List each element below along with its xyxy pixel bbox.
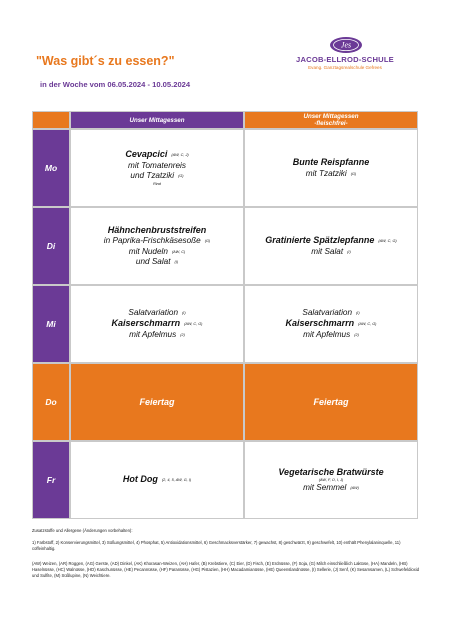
day-label: Fr [46,475,56,485]
meal-cell-vegetarian [244,285,418,363]
meal-text: Salatvariation [302,307,352,317]
page-title: "Was gibt´s zu essen?" [36,54,175,68]
meal-text: Feiertag [313,396,349,407]
meal-text: mit Nudeln [128,246,168,256]
meal-line [306,169,356,180]
allergen-code: (2) [180,332,185,337]
allergen-code: (AW, C) [171,249,186,254]
day-label-cell [32,285,70,363]
day-label: Di [46,241,56,251]
meal-line [313,397,348,408]
school-logo [290,36,400,76]
meal-line [303,330,359,341]
allergen-code: (AW, C, G) [184,322,203,327]
meal-cell-menu [70,207,244,285]
meal-text: Gratinierte Spätzlepfanne [265,235,375,245]
column-header-menu-label: Unser Mittagessen [129,116,185,124]
day-label-cell [32,441,70,519]
allergen-code: (I) [347,249,351,254]
meal-text: und Tzatziki [130,171,175,181]
meal-line [130,171,183,182]
meal-line [129,330,185,341]
meal-text: Hot Dog [122,474,158,485]
meal-line [108,225,207,237]
meal-text: mit Tomatenreis [128,160,186,170]
column-header-vegetarian-label: Unser Mittagessen [303,113,359,120]
meal-line [128,308,185,319]
meal-line [128,161,186,172]
meal-line [265,235,396,247]
meal-line: (AW, F, O, I, J) [318,478,344,482]
meal-text: Kaiserschmarrn [285,318,355,329]
meal-text: in Paprika-Frischkäsesoße [103,236,201,245]
meal-cell-vegetarian [244,207,418,285]
day-label-cell [32,363,70,441]
meal-line [136,257,178,268]
meal-text: Feiertag [139,396,175,407]
meal-cell-vegetarian [244,129,418,207]
column-header-menu [70,111,244,129]
day-label: Do [45,397,57,407]
school-name: JACOB-ELLROD-SCHULE [296,55,394,64]
allergens-list: (AW) Weizen, (AR) Roggen, (AG) Gerste, (AD) Dinkel, (AK) Khorasan-Weizen, (AH) Hafer, (B) Krebstiere, (C) Eier, (D) Fisch, (E) Erdnüsse, (F) Soja, (G) Milch einschließlich Laktose, (HA) Mandeln, (HB) Haselnüsse, (HC) Walnüsse, (HD) Kaschunüsse, (HE) Pecannüsse, (HF) Paranüsse, (HG) Pistazien, (HH) Macadamianüsse, (HE) Queenslandnüsse, (I) Sellerie, (J) Senf, (K) Sesamsamen, (L) Schwefeldioxid und Sulfite, (M) Süßlupine, (N) Weichtiere. [32,561,420,578]
table-corner [32,111,70,129]
meal-line [302,308,359,319]
meal-text: mit Semmel [303,483,347,492]
school-subtitle: Evang. Ganztagsrealschule Gefrees [308,65,382,70]
meal-line [278,467,383,479]
allergen-code: (I) [182,310,186,315]
allergen-code: (G) [204,239,211,243]
day-label: Mo [44,163,58,173]
meal-line [311,247,350,258]
meal-cell-vegetarian [244,441,418,519]
meal-text: mit Apfelmus [129,329,177,339]
meal-line [125,149,188,161]
meal-cell-vegetarian [244,363,418,441]
meal-text: und Salat [135,257,171,266]
meal-text: Hähnchenbruststreifen [107,224,207,235]
meal-text: Salatvariation [128,307,178,317]
allergen-code: (AW, C, G) [378,239,397,243]
meal-cell-menu [70,441,244,519]
meal-line [293,157,370,169]
meal-text: mit Salat [311,246,344,256]
meal-cell-menu [70,363,244,441]
allergen-code: (AW) [350,486,359,490]
meal-text: mit Tzatziki [305,168,347,178]
emblem-text: Jes [340,40,352,50]
additives-list: 1) Farbstoff, 2) Konservierungsmittel, 3) Süßungsmittel, 4) Phosphat, 5) Antioxidationsmittel, 6) Geschmacksverstärker, 7) gewachst, 8) geschwärzt, 9) geschwefelt, 10) enthält Phenylalaninquelle, 11) coffeinhaltig. [32,540,401,551]
day-label-cell [32,129,70,207]
meal-cell-menu [70,285,244,363]
menu-table [32,111,418,519]
meal-line [286,318,377,330]
meal-line [104,236,210,247]
meal-text: mit Apfelmus [303,329,351,339]
allergen-code: (G) [350,171,357,176]
allergen-code: (2, 4, 5, AW, G, I) [161,478,192,483]
column-header-vegetarian [244,111,418,129]
week-range: in der Woche vom 06.05.2024 - 10.05.2024 [40,80,191,89]
meal-text: Vegetarische Bratwürste [278,466,384,477]
meal-line [139,397,174,408]
allergen-code: (I) [356,310,360,315]
meal-line [123,474,191,486]
school-emblem-icon [328,36,364,54]
column-header-vegetarian-sublabel: -fleischfrei- [314,120,348,127]
allergen-code: (AW, C, J) [171,153,189,158]
day-label: Mi [46,319,56,329]
meal-line [112,318,203,330]
meal-text: Kaiserschmarrn [111,318,181,329]
meal-line: Rind [153,181,161,186]
meal-text: Bunte Reispfanne [292,157,370,167]
meal-cell-menu [70,129,244,207]
meal-line [303,483,359,494]
allergen-code: (G) [178,174,184,179]
meal-line [129,247,185,258]
allergen-code: (I) [174,260,179,264]
allergen-heading: Zusatzstoffe und Allergene (Änderungen vorbehalten): [32,528,133,533]
day-label-cell [32,207,70,285]
allergen-code: (AW, C, G) [358,322,377,327]
meal-text: Cevapcici [125,149,168,160]
allergen-code: (2) [354,332,359,337]
